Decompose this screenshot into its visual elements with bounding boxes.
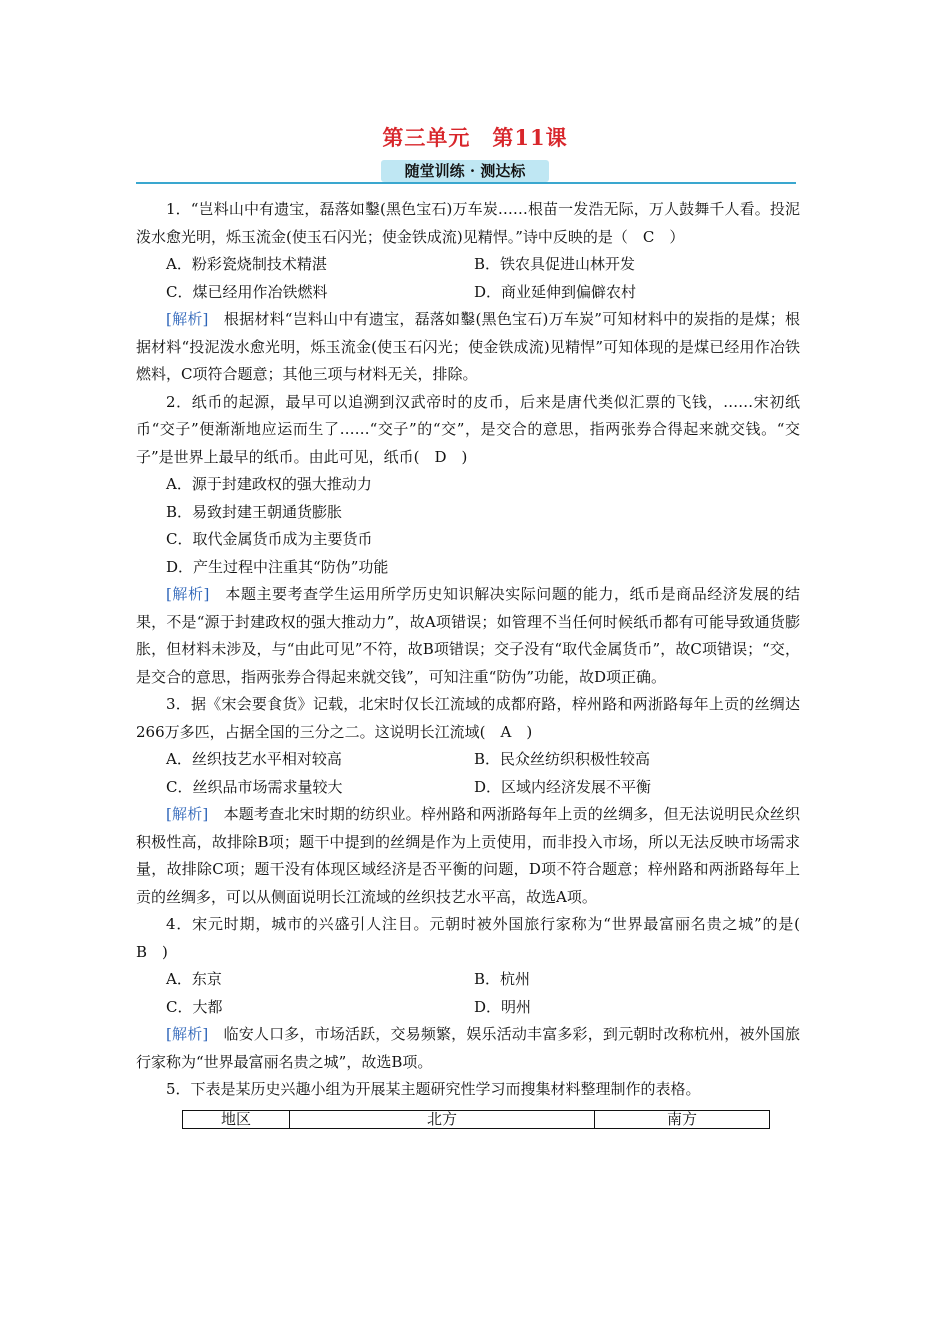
analysis-tag: [解析] [166, 1025, 209, 1043]
option: B．铁农具促进山林开发 [474, 255, 636, 273]
option: D．明州 [474, 997, 532, 1016]
option: C．大都 [166, 997, 223, 1016]
question-2-stem: 2．纸币的起源，最早可以追溯到汉武帝时的皮币，后来是唐代类似汇票的飞钱，……宋初纸币“交子”便渐渐地应运而生了……“交子”的“交”，是交合的意思，指两张券合得起来就交钱。“交子”是世界上最早的纸币。由此可见，纸币( D ) [136, 392, 800, 466]
analysis-tag: [解析] [166, 310, 209, 328]
option: A．粉彩瓷烧制技术精湛 [166, 255, 327, 273]
divider-line [136, 182, 796, 184]
page-title: 第三单元 第11课 [382, 125, 568, 150]
question-4-stem: 4．宋元时期，城市的兴盛引人注目。元朝时被外国旅行家称为“世界最富丽名贵之城”的是( B ) [136, 915, 816, 961]
option: B．易致封建王朝通货膨胀 [166, 502, 343, 521]
question-1-stem: 1．“岂料山中有遗宝，磊落如鑿(黑色宝石)万车炭……根苗一发浩无际，万人鼓舞千人看。投泥泼水愈光明，烁玉流金(使玉石闪光；使金铁成流)见精悍。”诗中反映的是（ C ） [136, 200, 800, 246]
analysis-tag: [解析] [166, 805, 209, 823]
question-list [136, 196, 816, 1129]
option: B．杭州 [474, 970, 531, 988]
analysis-text: 本题考查北宋时期的纺织业。梓州路和两浙路每年上贡的丝绸多，但无法说明民众丝织积极性高，故排除B项；题干中提到的丝绸是作为上贡使用，而非投入市场，所以无法反映市场需求量，故排除C项；题干没有体现区域经济是否平衡的问题，D项不符合题意；梓州路和两浙路每年上贡的丝绸多，可以从侧面说明长江流域的丝织技艺水平高，故选A项。 [136, 805, 800, 906]
table-header-cell: 北方 [290, 1110, 595, 1128]
question-5-stem: 5．下表是某历史兴趣小组为开展某主题研究性学习而搜集材料整理制作的表格。 [166, 1080, 701, 1098]
question-3-options [136, 746, 800, 801]
table-header-row [183, 1110, 770, 1128]
option: A．源于封建政权的强大推动力 [166, 475, 372, 493]
question-4-options [136, 966, 800, 1021]
option: A．丝织技艺水平相对较高 [166, 750, 342, 768]
option: B．民众丝纺织积极性较高 [474, 750, 651, 768]
option: D．区域内经济发展不平衡 [474, 777, 652, 796]
option: C．煤已经用作冶铁燃料 [166, 282, 328, 301]
analysis-text: 本题主要考查学生运用所学历史知识解决实际问题的能力，纸币是商品经济发展的结果，不是“源于封建政权的强大推动力”，故A项错误；如管理不当任何时候纸币都有可能导致通货膨胀，但材料未涉及，与“由此可见”不符，故B项错误；交子没有“取代金属货币”，故C项错误；“交，是交合的意思，指两张券合得起来就交钱”，可知注重“防伪”功能，故D项正确。 [136, 585, 800, 686]
analysis-text: 根据材料“岂料山中有遗宝，磊落如鑿(黑色宝石)万车炭”可知材料中的炭指的是煤；根据材料“投泥泼水愈光明，烁玉流金(使玉石闪光；使金铁成流)见精悍”可知体现的是煤已经用作冶铁燃料，C项符合题意；其他三项与材料无关，排除。 [136, 310, 800, 383]
question-1-options [136, 251, 800, 306]
question-1-analysis [136, 306, 800, 389]
table-header-cell: 地区 [183, 1110, 290, 1128]
option: D．商业延伸到偏僻农村 [474, 282, 637, 301]
analysis-tag: [解析] [166, 585, 210, 603]
section-banner: 随堂训练 · 测达标 [381, 160, 549, 182]
option: D．产生过程中注重其“防伪”功能 [166, 557, 389, 576]
question-2-analysis [136, 581, 800, 691]
table-header-cell: 南方 [595, 1110, 770, 1128]
question-4-analysis [136, 1021, 800, 1076]
option: C．取代金属货币成为主要货币 [166, 530, 373, 548]
data-table [182, 1110, 770, 1129]
option: C．丝织品市场需求量较大 [166, 777, 343, 796]
question-3-analysis [136, 801, 800, 911]
analysis-text: 临安人口多，市场活跃，交易频繁，娱乐活动丰富多彩，到元朝时改称杭州，被外国旅行家称为“世界最富丽名贵之城”，故选B项。 [136, 1025, 800, 1071]
option: A．东京 [166, 970, 222, 988]
question-3-stem: 3．据《宋会要食货》记载，北宋时仅长江流域的成都府路，梓州路和两浙路每年上贡的丝绸达266万多匹，占据全国的三分之二。这说明长江流域( A ) [136, 695, 800, 741]
